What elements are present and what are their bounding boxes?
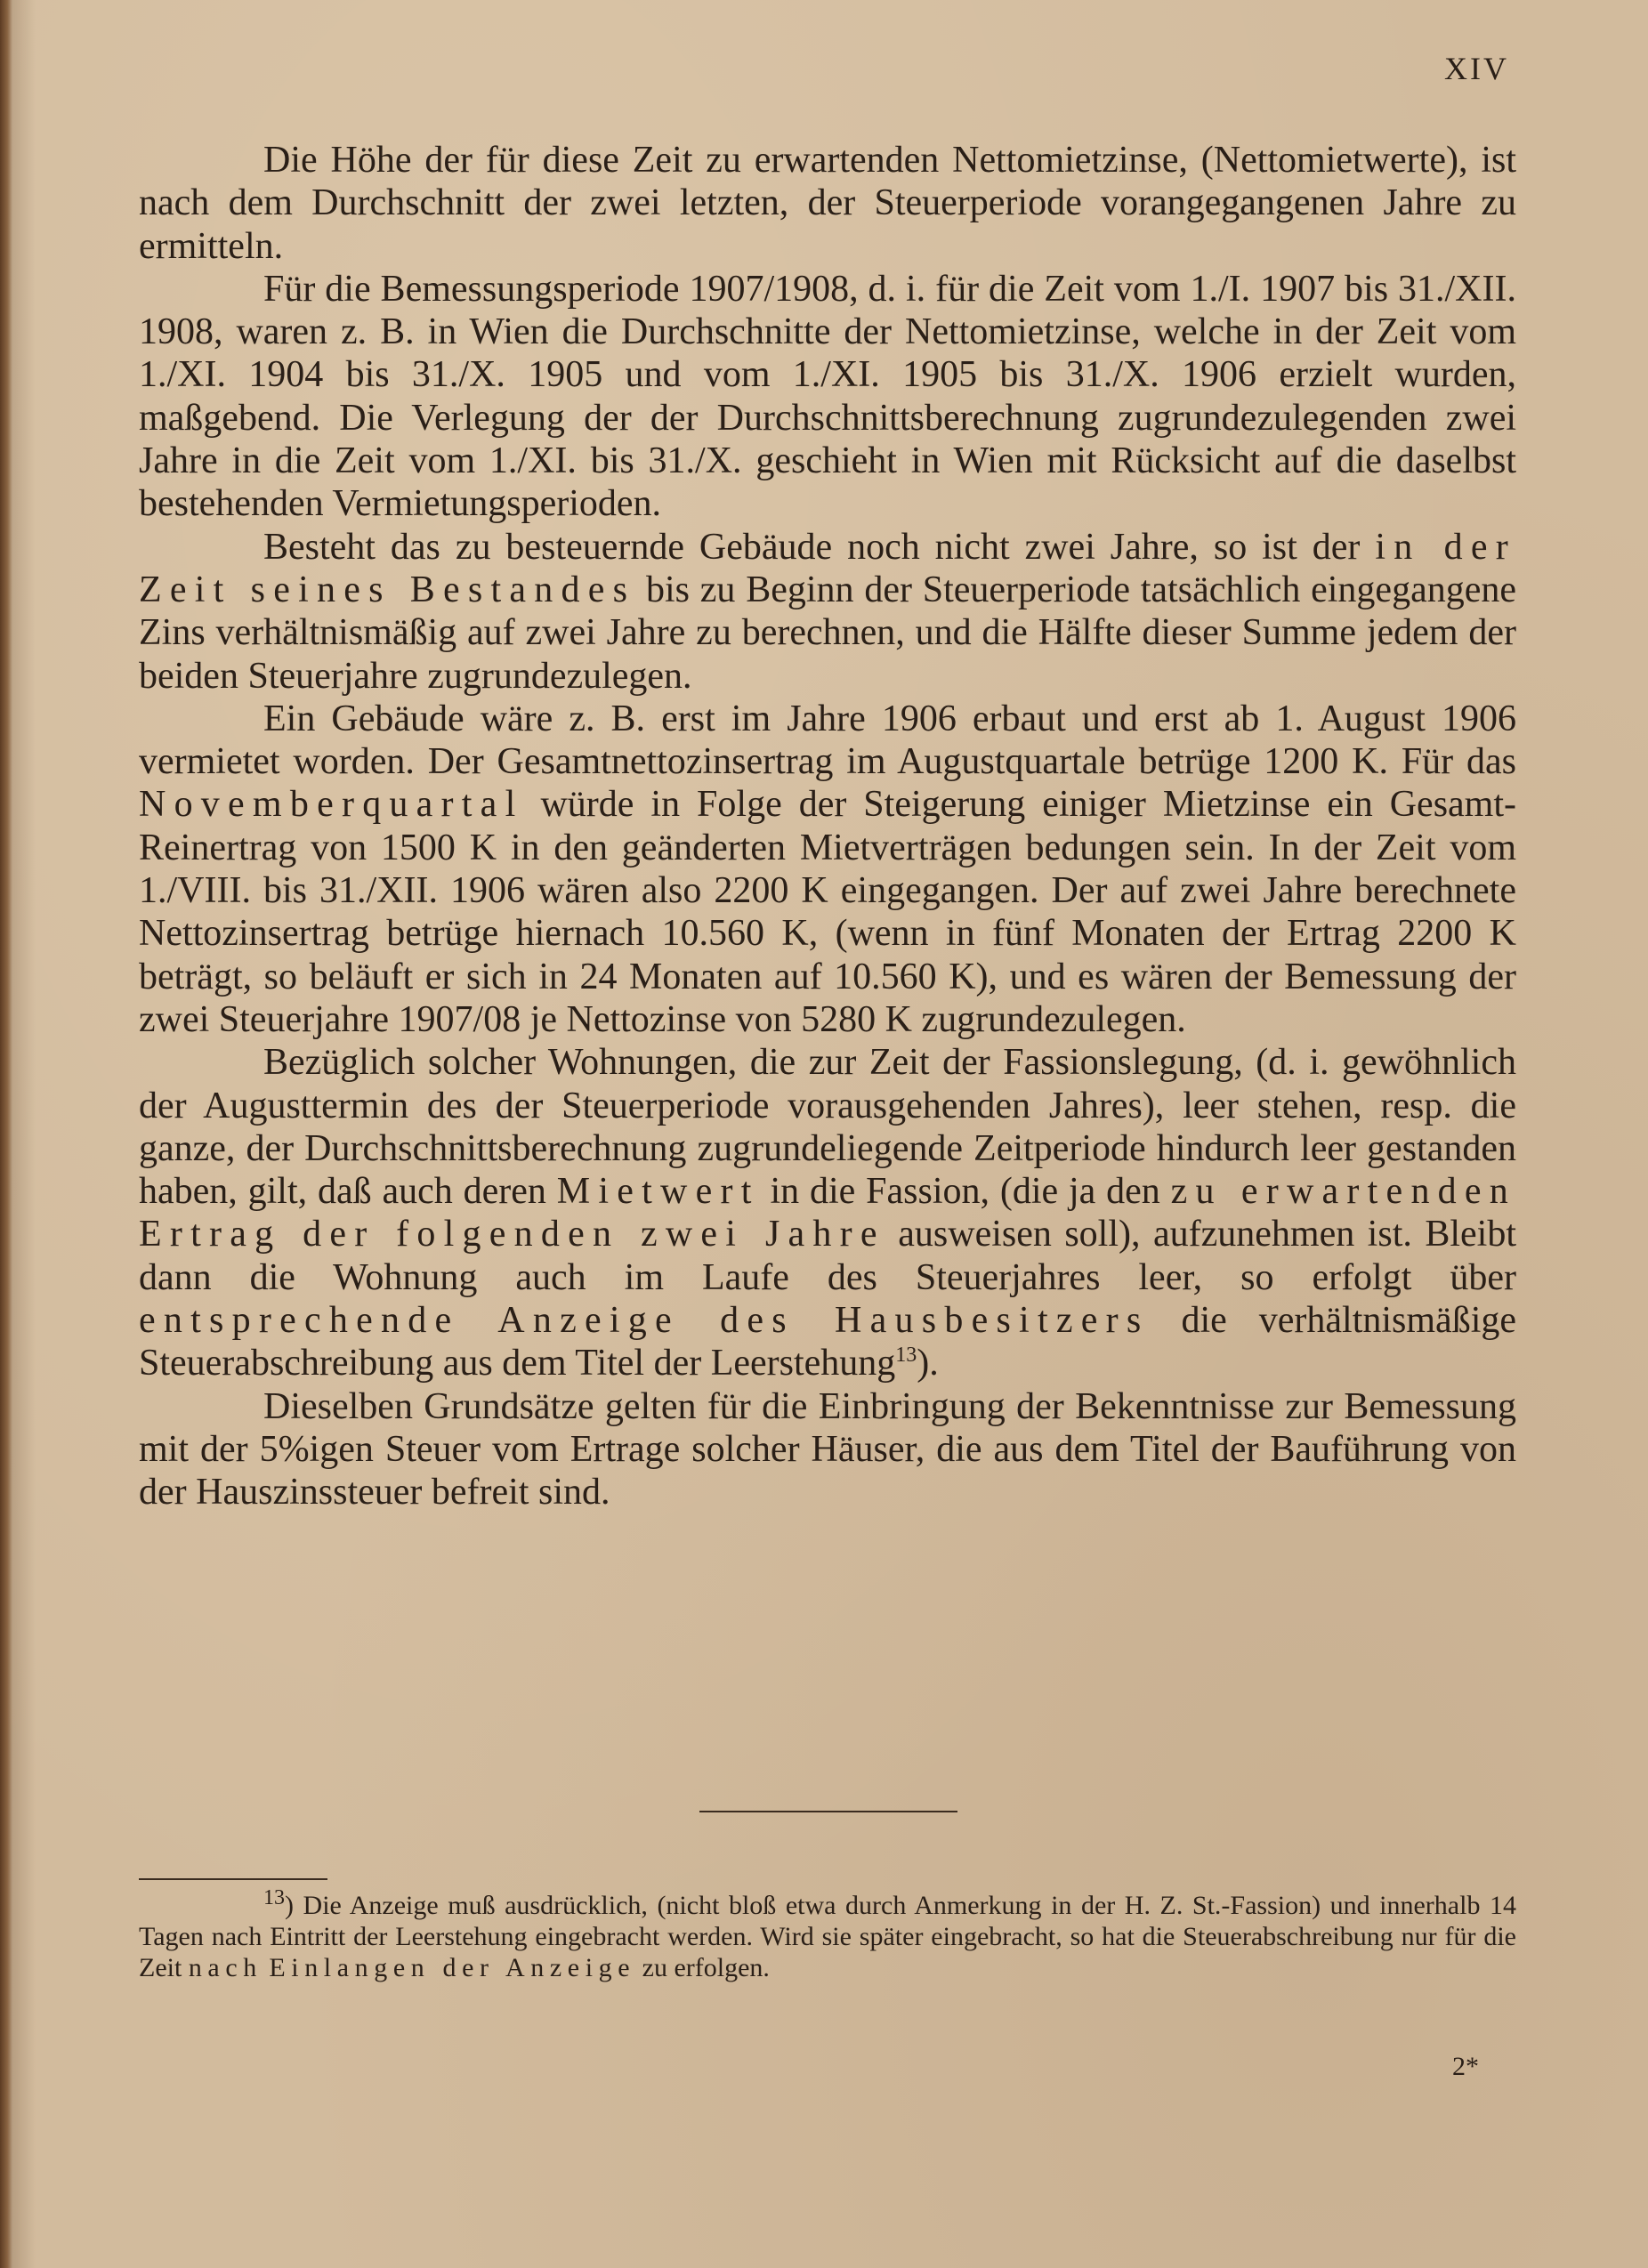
body-text [139, 139, 1516, 1514]
paragraph-1: Die Höhe der für diese Zeit zu erwartenden Nettomietzinse, (Nettomietwerte), ist nach dem Durchschnitt der zwei letzten, der Steuerperiode vorangegangenen Jahre zu ermitteln. [139, 140, 1516, 267]
footnote [139, 1886, 1516, 1983]
emphasis-spaced: in der Zeit seines Bestandes [139, 526, 1516, 610]
paragraph-6: Dieselben Grundsätze gelten für die Einbringung der Bekenntnisse zur Bemessung mit der 5%igen Steuer vom Ertrage solcher Häuser, die aus dem Titel der Bauführung von der Hauszinssteuer befreit sind. [139, 1385, 1516, 1513]
paragraph-2: Für die Bemessungsperiode 1907/1908, d. i. für die Zeit vom 1./I. 1907 bis 31./XII. 1908, waren z. B. in Wien die Durchschnitte der Nettomietzinse, welche in der Zeit vom 1./XI. 1904 bis 31./X. 1905 und vom 1./XI. 1905 bis 31./X. 1906 erzielt wurden, maßgebend. Die Verlegung der der Durchschnittsberechnung zugrundezulegenden zwei Jahre in die Zeit vom 1./XI. bis 31./X. geschieht in Wien mit Rücksicht auf die daselbst bestehenden Vermietungsperioden. [139, 268, 1516, 525]
printer-signature-mark: 2* [1452, 2052, 1479, 2081]
emphasis-spaced: entsprechende Anzeige des Hausbesitzers [139, 1300, 1150, 1342]
emphasis-spaced: Novemberquartal [139, 784, 524, 826]
emphasis-spaced: zu erwartenden Ertrag der folgenden zwei Jahre [139, 1171, 1517, 1255]
paragraph-4: Ein Gebäude wäre z. B. erst im Jahre 1906 erbaut und erst ab 1. August 1906 vermietet worden. Der Gesamtnettozinsertrag im Augustquartale betrüge 1200 K. Für das Novemberquartal würde in Folge der Steigerung einiger Mietzinse ein Gesamt-Reinertrag von 1500 K in den geänderten Mietverträgen bedungen sein. In der Zeit vom 1./VIII. bis 31./XII. 1906 wären also 2200 K eingegangen. Der auf zwei Jahre berechnete Nettozinsertrag betrüge hiernach 10.560 K, (wenn in fünf Monaten der Ertrag 2200 K beträgt, so beläuft er sich in 24 Monaten auf 10.560 K), und es wären der Bemessung der zwei Steuerjahre 1907/08 je Nettozinse von 5280 K zugrundezulegen. [139, 698, 1517, 1040]
emphasis-spaced: Mietwert [556, 1171, 760, 1213]
footnote-13: $^{13}$) Die Anzeige muß ausdrücklich, (nicht bloß etwa durch Anmerkung in der H. Z. St.-Fassion) und innerhalb 14 Tagen nach Eintritt der Leerstehung eingebracht werden. Wird sie später eingebracht, so hat die Steuerabschreibung nur für die Zeit nach Einlangen der Anzeige zu erfolgen. [139, 1886, 1516, 1982]
emphasis-spaced: Einlangen der Anzeige [269, 1953, 636, 1982]
footnote-reference: 13 [895, 1344, 917, 1368]
paragraph-3: Besteht das zu besteuernde Gebäude noch nicht zwei Jahre, so ist der in der Zeit seines Bestandes bis zu Beginn der Steuerperiode tatsächlich eingegangene Zins verhältnismäßig auf zwei Jahre zu berechnen, und die Hälfte dieser Summe jedem der beiden Steuerjahre zugrundezulegen. [139, 526, 1516, 697]
footnote-divider [139, 1878, 327, 1880]
footnote-marker: 13 [263, 1886, 285, 1909]
page-number: XIV [1444, 51, 1509, 86]
paragraph-5: Bezüglich solcher Wohnungen, die zur Zeit der Fassionslegung, (d. i. gewöhnlich der Augusttermin des der Steuerperiode vorausgehenden Jahres), leer stehen, resp. die ganze, der Durchschnittsberechnung zugrundeliegende Zeitperiode hindurch leer gestanden haben, gilt, daß auch deren Mietwert in die Fassion, (die ja den zu erwartenden Ertrag der folgenden zwei Jahre ausweisen soll), aufzunehmen ist. Bleibt dann die Wohnung auch im Laufe des Steuerjahres leer, so erfolgt über entsprechende Anzeige des Hausbesitzers die verhältnismäßige Steuerabschreibung aus dem Titel der Leerstehung$^{13}$). [139, 1042, 1517, 1384]
section-divider [699, 1811, 957, 1812]
emphasis-spaced: nach [188, 1953, 263, 1982]
book-spine-edge [0, 0, 12, 2268]
